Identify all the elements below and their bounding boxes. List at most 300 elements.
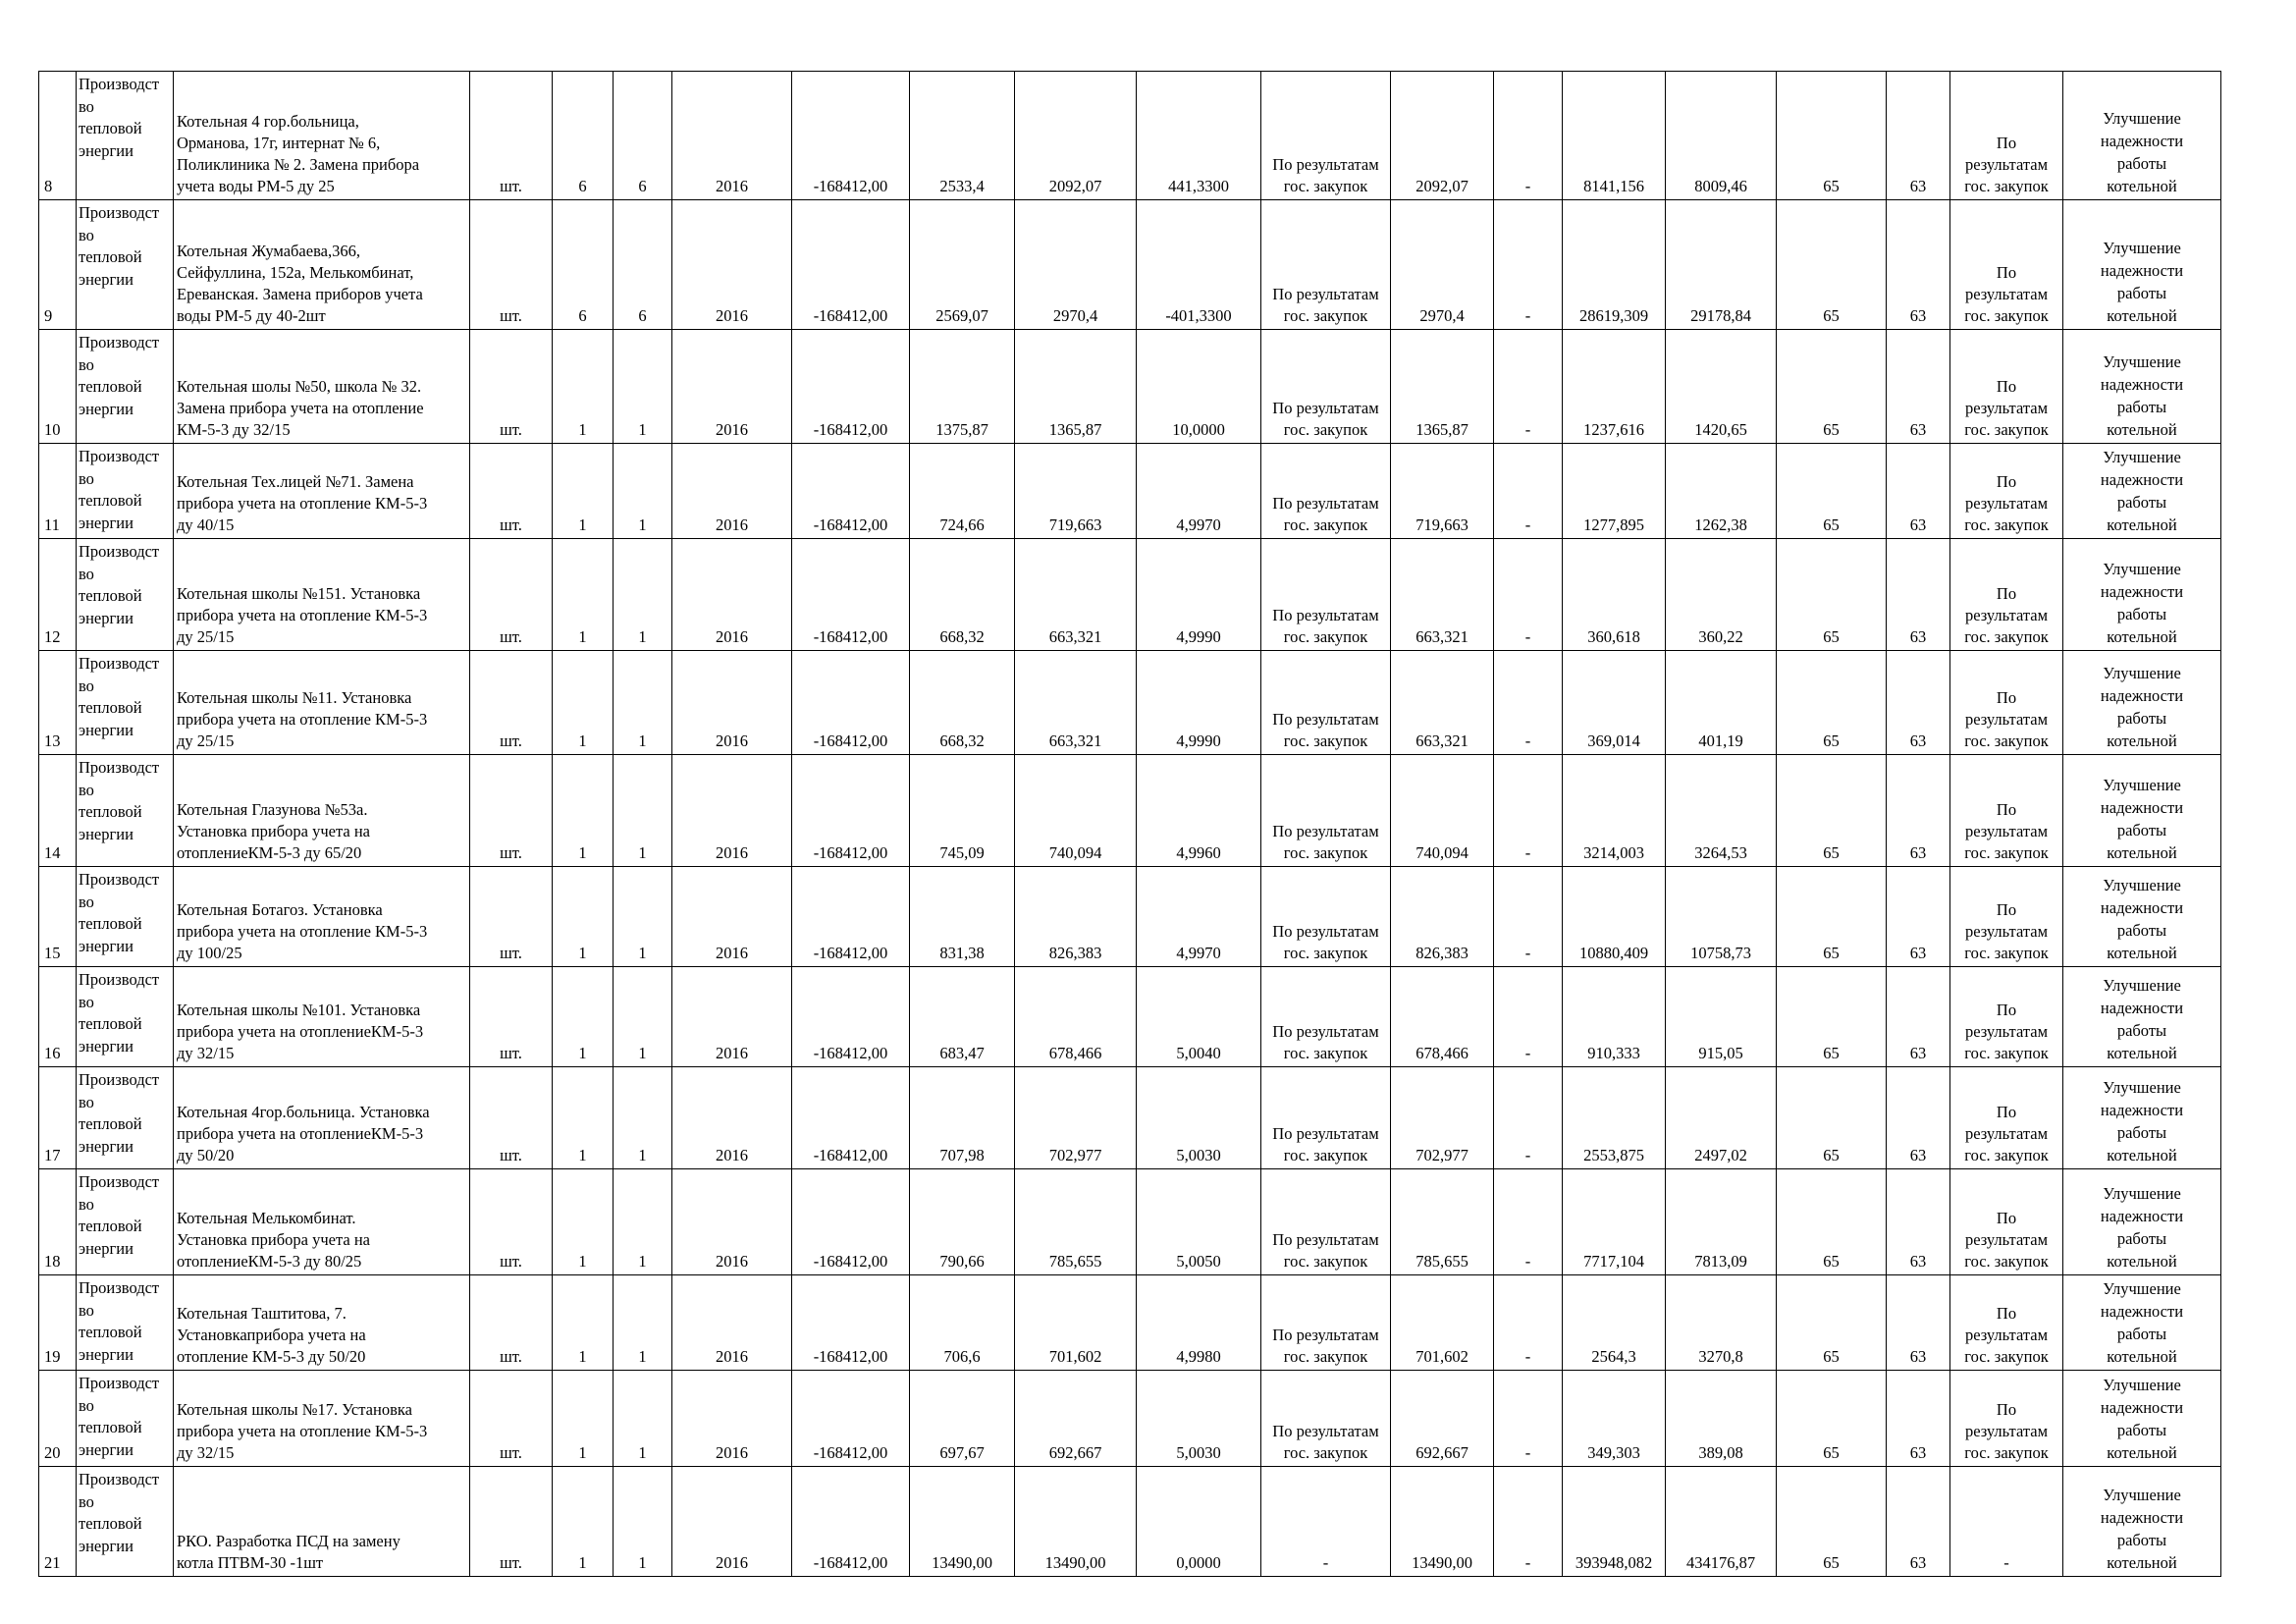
indicator-before: 360,618 [1587, 627, 1640, 646]
quantity-fact: 1 [638, 1443, 647, 1462]
year-cell [672, 755, 792, 867]
efficiency-plan-cell [1777, 330, 1887, 444]
amount-contract-cell [1391, 200, 1494, 330]
table-body [39, 72, 2296, 1577]
row-number: 21 [44, 1553, 61, 1572]
efficiency-plan-cell [1777, 1169, 1887, 1275]
procurement-basis-2: По результатам гос. закупок [1964, 1400, 2049, 1462]
amount-contract-cell [1391, 1467, 1494, 1577]
work-description-cell [174, 867, 470, 967]
goal-description: Улучшение надежности работы котельной [2100, 664, 2184, 750]
unit-cell [470, 330, 553, 444]
empty-marker: - [1524, 731, 1531, 750]
year-cell [672, 1169, 792, 1275]
work-description-cell [174, 1275, 470, 1371]
amount-contract: 2970,4 [1419, 306, 1465, 325]
efficiency-fact-cell [1887, 1169, 1950, 1275]
amount-deviation: -401,3300 [1165, 306, 1232, 325]
indicator-after-cell [1666, 444, 1777, 539]
row-number-cell [39, 1169, 77, 1275]
amount-deviation-cell [1137, 967, 1261, 1067]
quantity-plan-cell [553, 867, 614, 967]
indicator-after-cell [1666, 330, 1777, 444]
goal-description-cell [2063, 967, 2221, 1067]
indicator-after-cell [1666, 1169, 1777, 1275]
efficiency-plan: 65 [1823, 731, 1840, 750]
indicator-before: 3214,003 [1583, 843, 1644, 862]
quantity-plan: 1 [578, 1044, 587, 1062]
procurement-basis-cell [1261, 200, 1391, 330]
goal-description-cell [2063, 200, 2221, 330]
efficiency-plan: 65 [1823, 1553, 1840, 1572]
procurement-basis: По результатам гос. закупок [1272, 494, 1379, 534]
amount-fact-cell [1015, 1067, 1137, 1169]
year: 2016 [716, 1553, 748, 1572]
amount-contract-cell [1391, 967, 1494, 1067]
efficiency-fact-cell [1887, 967, 1950, 1067]
procurement-basis-2-cell [1950, 1169, 2063, 1275]
year: 2016 [716, 1252, 748, 1271]
quantity-fact: 1 [638, 1146, 647, 1164]
procurement-basis: По результатам гос. закупок [1272, 922, 1379, 962]
row-number-cell [39, 330, 77, 444]
goal-description: Улучшение надежности работы котельной [2100, 560, 2184, 646]
work-description-cell [174, 755, 470, 867]
year-cell [672, 1275, 792, 1371]
unit: шт. [500, 1146, 522, 1164]
amount-plan: 1375,87 [935, 420, 988, 439]
amount-plan: 790,66 [939, 1252, 985, 1271]
procurement-basis-2-cell [1950, 1371, 2063, 1467]
indicator-after: 29178,84 [1690, 306, 1751, 325]
efficiency-plan: 65 [1823, 177, 1840, 195]
row-number-cell [39, 867, 77, 967]
indicator-before-cell [1563, 200, 1666, 330]
quantity-plan-cell [553, 72, 614, 200]
table-row [39, 1467, 2296, 1577]
procurement-basis-cell [1261, 330, 1391, 444]
amount-fact: 663,321 [1048, 731, 1102, 750]
procurement-basis: По результатам гос. закупок [1272, 285, 1379, 325]
year-cell [672, 867, 792, 967]
work-description-cell [174, 1067, 470, 1169]
work-description: Котельная 4гор.больница. Установка прибора учета на отоплениеКМ-5-3 ду 50/20 [177, 1103, 430, 1164]
amount-deviation: 441,3300 [1168, 177, 1229, 195]
quantity-plan-cell [553, 330, 614, 444]
amount-deviation-cell [1137, 539, 1261, 651]
budget-code: -168412,00 [813, 1443, 888, 1462]
empty-marker-cell [1494, 200, 1563, 330]
efficiency-plan: 65 [1823, 944, 1840, 962]
indicator-after-cell [1666, 1275, 1777, 1371]
efficiency-plan: 65 [1823, 1146, 1840, 1164]
quantity-fact-cell [614, 1169, 672, 1275]
efficiency-plan: 65 [1823, 1252, 1840, 1271]
work-description: Котельная Тех.лицей №71. Замена прибора учета на отопление КМ-5-3 ду 40/15 [177, 472, 428, 534]
row-number: 8 [44, 177, 53, 195]
row-number-cell [39, 200, 77, 330]
indicator-before-cell [1563, 1169, 1666, 1275]
procurement-basis-cell [1261, 1067, 1391, 1169]
empty-marker: - [1524, 843, 1531, 862]
amount-fact: 2970,4 [1052, 306, 1098, 325]
unit-cell [470, 967, 553, 1067]
row-number-cell [39, 1275, 77, 1371]
efficiency-fact-cell [1887, 72, 1950, 200]
unit-cell [470, 444, 553, 539]
indicator-after-cell [1666, 1371, 1777, 1467]
indicator-after-cell [1666, 539, 1777, 651]
unit-cell [470, 200, 553, 330]
indicator-before: 2564,3 [1591, 1347, 1636, 1366]
indicator-after: 10758,73 [1690, 944, 1751, 962]
indicator-after: 915,05 [1698, 1044, 1743, 1062]
quantity-fact-cell [614, 72, 672, 200]
indicator-before: 910,333 [1587, 1044, 1640, 1062]
amount-deviation: 4,9960 [1176, 843, 1221, 862]
efficiency-fact-cell [1887, 1467, 1950, 1577]
indicator-after-cell [1666, 967, 1777, 1067]
goal-description: Улучшение надежности работы котельной [2100, 1486, 2184, 1572]
empty-marker: - [1524, 1252, 1531, 1271]
indicator-after: 389,08 [1698, 1443, 1743, 1462]
work-description-cell [174, 1467, 470, 1577]
empty-marker-cell [1494, 1169, 1563, 1275]
indicator-after: 434176,87 [1685, 1553, 1756, 1572]
amount-plan-cell [910, 867, 1015, 967]
amount-plan-cell [910, 539, 1015, 651]
amount-plan: 2569,07 [935, 306, 988, 325]
procurement-basis-2: - [2003, 1553, 2009, 1572]
goal-description: Улучшение надежности работы котельной [2100, 1184, 2184, 1271]
procurement-basis-2: По результатам гос. закупок [1964, 1001, 2049, 1062]
amount-deviation: 4,9990 [1176, 731, 1221, 750]
amount-contract: 2092,07 [1415, 177, 1468, 195]
procurement-basis: - [1322, 1553, 1329, 1572]
efficiency-fact-cell [1887, 1275, 1950, 1371]
quantity-fact-cell [614, 200, 672, 330]
indicator-before-cell [1563, 330, 1666, 444]
unit-cell [470, 72, 553, 200]
unit: шт. [500, 306, 522, 325]
row-number-cell [39, 539, 77, 651]
procurement-basis-2: По результатам гос. закупок [1964, 1209, 2049, 1271]
efficiency-plan-cell [1777, 755, 1887, 867]
efficiency-fact: 63 [1909, 731, 1927, 750]
quantity-plan: 1 [578, 843, 587, 862]
procurement-basis: По результатам гос. закупок [1272, 822, 1379, 862]
row-number-cell [39, 755, 77, 867]
procurement-basis-cell [1261, 1275, 1391, 1371]
amount-contract: 1365,87 [1415, 420, 1468, 439]
amount-plan-cell [910, 72, 1015, 200]
work-description: Котельная шолы №50, школа № 32. Замена прибора учета на отопление КМ-5-3 ду 32/15 [177, 377, 424, 439]
amount-fact-cell [1015, 1275, 1137, 1371]
indicator-before-cell [1563, 967, 1666, 1067]
goal-description-cell [2063, 539, 2221, 651]
procurement-basis-2-cell [1950, 1067, 2063, 1169]
amount-deviation-cell [1137, 330, 1261, 444]
procurement-basis-cell [1261, 651, 1391, 755]
table-row [39, 1067, 2296, 1169]
efficiency-plan: 65 [1823, 420, 1840, 439]
empty-marker-cell [1494, 72, 1563, 200]
efficiency-plan: 65 [1823, 627, 1840, 646]
amount-fact-cell [1015, 1371, 1137, 1467]
efficiency-fact: 63 [1909, 1347, 1927, 1366]
indicator-after: 3270,8 [1698, 1347, 1743, 1366]
activity-type: Производст во тепловой энергии [79, 75, 160, 160]
efficiency-plan-cell [1777, 72, 1887, 200]
unit-cell [470, 651, 553, 755]
procurement-basis-cell [1261, 539, 1391, 651]
empty-marker-cell [1494, 1275, 1563, 1371]
quantity-fact-cell [614, 444, 672, 539]
quantity-fact: 1 [638, 1553, 647, 1572]
procurement-basis-2-cell [1950, 967, 2063, 1067]
row-number: 10 [44, 420, 61, 439]
budget-code: -168412,00 [813, 177, 888, 195]
quantity-plan: 1 [578, 1146, 587, 1164]
quantity-plan-cell [553, 755, 614, 867]
budget-code: -168412,00 [813, 944, 888, 962]
row-number-cell [39, 1467, 77, 1577]
quantity-fact: 1 [638, 944, 647, 962]
budget-code: -168412,00 [813, 420, 888, 439]
quantity-plan: 1 [578, 627, 587, 646]
amount-plan-cell [910, 1467, 1015, 1577]
efficiency-fact-cell [1887, 651, 1950, 755]
amount-contract: 740,094 [1415, 843, 1468, 862]
quantity-fact-cell [614, 1371, 672, 1467]
amount-fact: 678,466 [1048, 1044, 1102, 1062]
efficiency-fact: 63 [1909, 1146, 1927, 1164]
unit-cell [470, 1371, 553, 1467]
efficiency-plan-cell [1777, 200, 1887, 330]
indicator-after-cell [1666, 200, 1777, 330]
indicator-after: 3264,53 [1694, 843, 1747, 862]
budget-code-cell [792, 444, 910, 539]
budget-code-cell [792, 200, 910, 330]
procurement-basis-2-cell [1950, 651, 2063, 755]
quantity-plan-cell [553, 200, 614, 330]
unit: шт. [500, 944, 522, 962]
indicator-before-cell [1563, 755, 1666, 867]
activity-type-cell [77, 1275, 174, 1371]
budget-code: -168412,00 [813, 1044, 888, 1062]
amount-deviation: 0,0000 [1176, 1553, 1221, 1572]
efficiency-plan: 65 [1823, 306, 1840, 325]
goal-description-cell [2063, 330, 2221, 444]
unit: шт. [500, 1044, 522, 1062]
year-cell [672, 1067, 792, 1169]
empty-marker: - [1524, 627, 1531, 646]
quantity-plan-cell [553, 1067, 614, 1169]
efficiency-fact: 63 [1909, 1044, 1927, 1062]
empty-marker-cell [1494, 444, 1563, 539]
indicator-after: 8009,46 [1694, 177, 1747, 195]
work-description: Котельная Глазунова №53а. Установка прибора учета на отоплениеКМ-5-3 ду 65/20 [177, 800, 370, 862]
row-number: 16 [44, 1044, 61, 1062]
quantity-fact: 1 [638, 627, 647, 646]
quantity-plan: 1 [578, 1443, 587, 1462]
quantity-fact: 1 [638, 515, 647, 534]
amount-deviation: 5,0040 [1176, 1044, 1221, 1062]
efficiency-plan-cell [1777, 1275, 1887, 1371]
quantity-plan: 6 [578, 177, 587, 195]
amount-plan-cell [910, 330, 1015, 444]
indicator-before-cell [1563, 867, 1666, 967]
efficiency-plan-cell [1777, 651, 1887, 755]
amount-deviation-cell [1137, 1467, 1261, 1577]
row-number: 14 [44, 843, 61, 862]
amount-fact-cell [1015, 444, 1137, 539]
procurement-basis-2-cell [1950, 539, 2063, 651]
quantity-fact-cell [614, 1275, 672, 1371]
indicator-after-cell [1666, 755, 1777, 867]
amount-fact-cell [1015, 1169, 1137, 1275]
procurement-basis: По результатам гос. закупок [1272, 399, 1379, 439]
efficiency-fact: 63 [1909, 843, 1927, 862]
efficiency-fact: 63 [1909, 1443, 1927, 1462]
amount-contract: 663,321 [1415, 731, 1468, 750]
amount-plan: 668,32 [939, 731, 985, 750]
empty-marker-cell [1494, 651, 1563, 755]
amount-deviation-cell [1137, 1371, 1261, 1467]
efficiency-fact: 63 [1909, 1252, 1927, 1271]
budget-code: -168412,00 [813, 1146, 888, 1164]
activity-type-cell [77, 755, 174, 867]
row-number: 19 [44, 1347, 61, 1366]
year: 2016 [716, 1146, 748, 1164]
empty-marker-cell [1494, 1067, 1563, 1169]
table-row [39, 330, 2296, 444]
amount-fact-cell [1015, 755, 1137, 867]
goal-description: Улучшение надежности работы котельной [2100, 876, 2184, 962]
procurement-basis-cell [1261, 72, 1391, 200]
year: 2016 [716, 731, 748, 750]
amount-plan: 2533,4 [939, 177, 985, 195]
quantity-plan: 1 [578, 944, 587, 962]
amount-fact: 1365,87 [1048, 420, 1102, 439]
amount-fact-cell [1015, 539, 1137, 651]
amount-fact: 785,655 [1048, 1252, 1102, 1271]
quantity-plan-cell [553, 1275, 614, 1371]
amount-plan: 697,67 [939, 1443, 985, 1462]
year-cell [672, 444, 792, 539]
empty-marker-cell [1494, 1371, 1563, 1467]
work-description: РКО. Разработка ПСД на замену котла ПТВМ-30 -1шт [177, 1532, 400, 1572]
efficiency-fact-cell [1887, 867, 1950, 967]
goal-description: Улучшение надежности работы котельной [2100, 1078, 2184, 1164]
budget-code-cell [792, 867, 910, 967]
year: 2016 [716, 1044, 748, 1062]
amount-plan: 683,47 [939, 1044, 985, 1062]
procurement-basis-2: По результатам гос. закупок [1964, 900, 2049, 962]
amount-fact-cell [1015, 1467, 1137, 1577]
procurement-basis-2-cell [1950, 867, 2063, 967]
procurement-basis-2: По результатам гос. закупок [1964, 1304, 2049, 1366]
table-row [39, 200, 2296, 330]
amount-fact-cell [1015, 967, 1137, 1067]
amount-deviation: 10,0000 [1172, 420, 1225, 439]
investment-table [38, 71, 2296, 1577]
unit-cell [470, 755, 553, 867]
row-number: 17 [44, 1146, 61, 1164]
amount-deviation-cell [1137, 1275, 1261, 1371]
quantity-fact: 6 [638, 177, 647, 195]
quantity-plan: 6 [578, 306, 587, 325]
empty-marker: - [1524, 177, 1531, 195]
efficiency-fact: 63 [1909, 177, 1927, 195]
year: 2016 [716, 420, 748, 439]
empty-marker-cell [1494, 539, 1563, 651]
quantity-fact-cell [614, 539, 672, 651]
amount-fact: 826,383 [1048, 944, 1102, 962]
goal-description-cell [2063, 1371, 2221, 1467]
amount-deviation: 4,9970 [1176, 944, 1221, 962]
quantity-fact: 1 [638, 1044, 647, 1062]
empty-marker-cell [1494, 755, 1563, 867]
budget-code: -168412,00 [813, 1347, 888, 1366]
year: 2016 [716, 1443, 748, 1462]
efficiency-plan-cell [1777, 1467, 1887, 1577]
amount-fact: 692,667 [1048, 1443, 1102, 1462]
amount-contract: 678,466 [1415, 1044, 1468, 1062]
activity-type-cell [77, 444, 174, 539]
amount-deviation: 5,0050 [1176, 1252, 1221, 1271]
empty-marker: - [1524, 306, 1531, 325]
indicator-after: 1262,38 [1694, 515, 1747, 534]
efficiency-plan-cell [1777, 1371, 1887, 1467]
year-cell [672, 651, 792, 755]
goal-description-cell [2063, 72, 2221, 200]
amount-fact: 663,321 [1048, 627, 1102, 646]
amount-plan-cell [910, 1371, 1015, 1467]
amount-deviation: 4,9970 [1176, 515, 1221, 534]
table-row [39, 651, 2296, 755]
unit-cell [470, 1067, 553, 1169]
goal-description: Улучшение надежности работы котельной [2100, 352, 2184, 439]
quantity-fact: 1 [638, 1347, 647, 1366]
amount-plan-cell [910, 967, 1015, 1067]
activity-type: Производст во тепловой энергии [79, 1374, 160, 1459]
table-row [39, 867, 2296, 967]
goal-description-cell [2063, 1169, 2221, 1275]
table-row [39, 72, 2296, 200]
indicator-before: 349,303 [1587, 1443, 1640, 1462]
quantity-plan-cell [553, 651, 614, 755]
efficiency-plan: 65 [1823, 1443, 1840, 1462]
activity-type-cell [77, 1067, 174, 1169]
amount-contract: 663,321 [1415, 627, 1468, 646]
unit-cell [470, 867, 553, 967]
amount-deviation-cell [1137, 200, 1261, 330]
work-description: Котельная Таштитова, 7. Установкаприбора учета на отопление КМ-5-3 ду 50/20 [177, 1304, 366, 1366]
year-cell [672, 330, 792, 444]
indicator-before-cell [1563, 1467, 1666, 1577]
activity-type: Производст во тепловой энергии [79, 1172, 160, 1258]
unit: шт. [500, 177, 522, 195]
quantity-fact-cell [614, 1467, 672, 1577]
amount-plan-cell [910, 1169, 1015, 1275]
indicator-before: 7717,104 [1583, 1252, 1644, 1271]
amount-deviation-cell [1137, 72, 1261, 200]
indicator-before: 28619,309 [1578, 306, 1649, 325]
efficiency-plan-cell [1777, 539, 1887, 651]
quantity-fact: 1 [638, 420, 647, 439]
budget-code-cell [792, 651, 910, 755]
